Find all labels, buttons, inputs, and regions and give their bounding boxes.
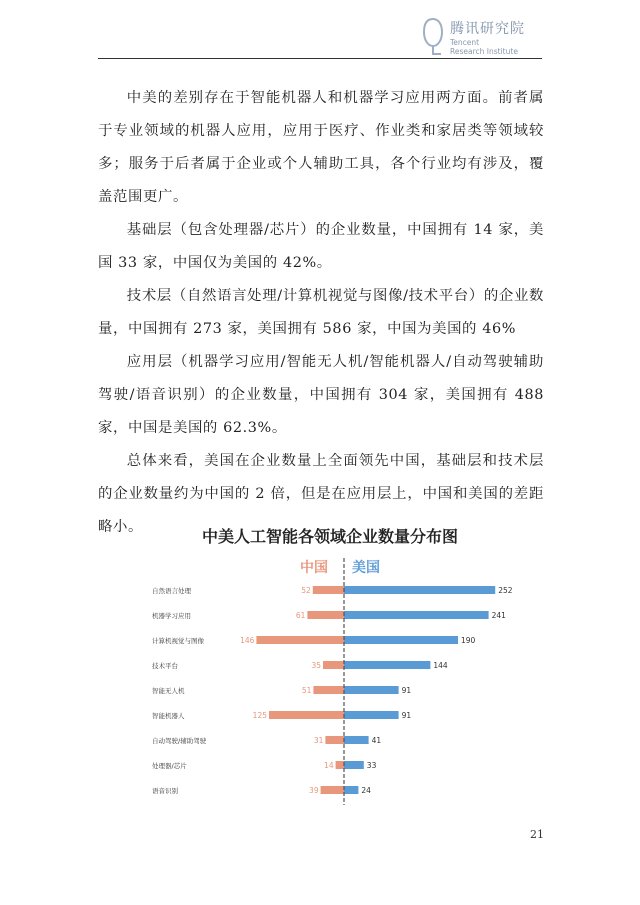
body-text [98, 82, 544, 544]
bar-usa [344, 711, 399, 719]
bar-china [256, 636, 344, 644]
category-label: 机器学习应用 [152, 612, 191, 620]
value-label-china: 39 [309, 786, 319, 795]
header-rule [98, 58, 542, 59]
category-label: 技术平台 [152, 662, 178, 670]
category-label: 语音识别 [152, 787, 178, 795]
butterfly-bar-chart [140, 520, 520, 810]
logo-text-en-1: Tencent [450, 38, 480, 47]
tencent-research-logo [422, 16, 542, 56]
bar-usa [344, 736, 369, 744]
bar-usa [344, 686, 399, 694]
value-label-china: 61 [295, 611, 306, 620]
value-label-china: 52 [301, 586, 311, 595]
legend-china: 中国 [300, 560, 328, 576]
category-label: 智能无人机 [152, 687, 185, 695]
value-label-china: 35 [311, 661, 321, 670]
value-label-usa: 41 [371, 736, 382, 745]
bar-china [325, 736, 344, 744]
paragraph-1: 中美的差别存在于智能机器人和机器学习应用两方面。前者属于专业领域的机器人应用，应用于医疗、作业类和家居类等领域较多；服务于后者属于企业或个人辅助工具，各个行业均有涉及，覆盖范围更广。 [98, 90, 544, 205]
page-header [98, 12, 542, 60]
bar-usa [344, 761, 364, 769]
value-label-china: 14 [324, 761, 334, 770]
logo-text-en-2: Research Institute [450, 47, 518, 56]
bar-china [313, 686, 344, 694]
bar-usa [344, 636, 458, 644]
value-label-usa: 190 [461, 636, 476, 645]
chart-title: 中美人工智能各领域企业数量分布图 [201, 527, 459, 546]
bar-group [152, 586, 513, 795]
category-label: 自动驾驶/辅助驾驶 [152, 737, 207, 745]
bar-china [336, 761, 344, 769]
value-label-usa: 241 [491, 611, 506, 620]
paragraph-3: 技术层（自然语言处理/计算机视觉与图像/技术平台）的企业数量，中国拥有 273 家，美国拥有 586 家，中国为美国的 46% [98, 288, 544, 337]
paragraph-4: 应用层（机器学习应用/智能无人机/智能机器人/自动驾驶辅助驾驶/语音识别）的企业数量，中国拥有 304 家，美国拥有 488 家，中国是美国的 62.3%。 [98, 354, 544, 436]
paragraph-2: 基础层（包含处理器/芯片）的企业数量，中国拥有 14 家，美国 33 家，中国仅为美国的 42%。 [98, 222, 544, 271]
value-label-usa: 33 [366, 761, 377, 770]
category-label: 计算机视觉与图像 [152, 637, 204, 645]
page-number: 21 [530, 828, 544, 841]
value-label-usa: 91 [401, 686, 412, 695]
legend-usa: 美国 [352, 560, 380, 576]
bar-china [321, 786, 344, 794]
bar-china [313, 586, 344, 594]
bar-china [323, 661, 344, 669]
value-label-china: 31 [313, 736, 324, 745]
logo-text-cn: 腾讯研究院 [450, 21, 525, 37]
value-label-china: 51 [301, 686, 312, 695]
logo-mark-icon [422, 16, 444, 56]
value-label-china: 146 [240, 636, 255, 645]
bar-usa [344, 611, 489, 619]
value-label-china: 125 [252, 711, 267, 720]
value-label-usa: 91 [401, 711, 412, 720]
bar-china [269, 711, 344, 719]
paragraph-5: 总体来看，美国在企业数量上全面领先中国，基础层和技术层的企业数量约为中国的 2 倍，但是在应用层上，中国和美国的差距略小。 [98, 453, 544, 535]
category-label: 自然语言处理 [152, 587, 191, 595]
category-label: 处理器/芯片 [152, 762, 187, 770]
value-label-usa: 252 [498, 586, 513, 595]
bar-china [307, 611, 344, 619]
value-label-usa: 144 [433, 661, 448, 670]
bar-usa [344, 661, 430, 669]
bar-usa [344, 786, 358, 794]
bar-usa [344, 586, 495, 594]
value-label-usa: 24 [361, 786, 371, 795]
category-label: 智能机器人 [152, 712, 185, 720]
